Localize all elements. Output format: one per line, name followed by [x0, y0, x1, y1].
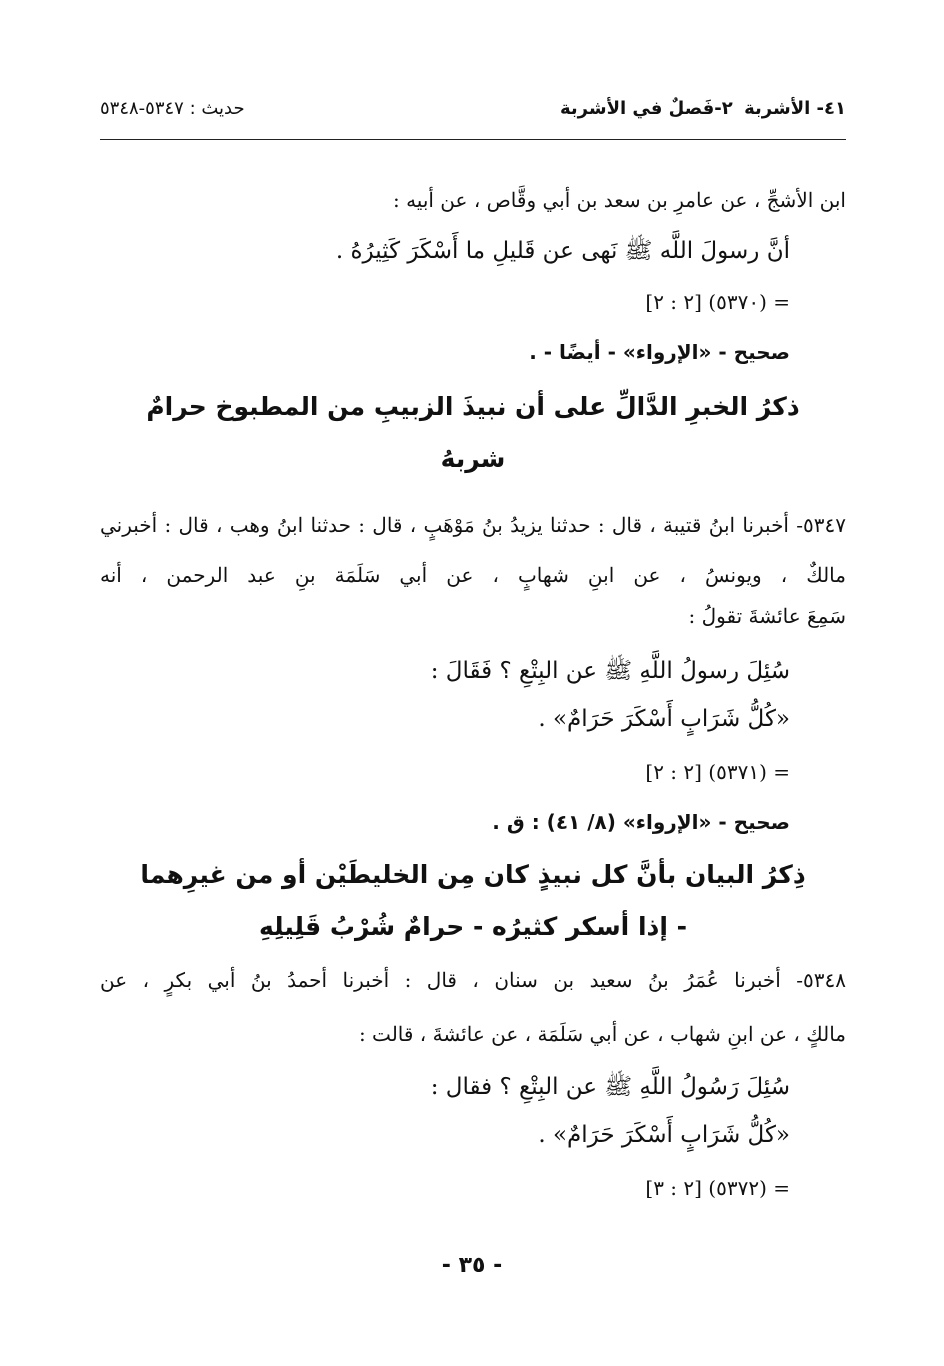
- hadith-text: أنَّ رسولَ اللَّه ﷺ نَهى عن قَليلِ ما أَسْكَرَ كَثِيرُهُ .: [335, 238, 790, 264]
- hadith-text: سُئِلَ رسولُ اللَّهِ ﷺ عن البِتْعِ ؟ فَقَالَ :: [430, 658, 790, 684]
- hadith-text: «كُلُّ شَرَابٍ أَسْكَرَ حَرَامٌ» .: [538, 1122, 790, 1148]
- header-rule: [100, 139, 846, 140]
- hadith-isnad-last-line: مالكٍ ، عن ابنِ شهاب ، عن أبي سَلَمَة ، عن عائشةَ ، قالت :: [358, 1022, 846, 1046]
- header-section: ٢-فَصلٌ في الأشربة: [560, 98, 733, 119]
- section-heading: ذِكرُ البيان بأنَّ كل نبيذٍ كان مِن الخليطَيْن أو من غيرِهما: [140, 860, 806, 889]
- hadith-text: «كُلُّ شَرَابٍ أَسْكَرَ حَرَامٌ» .: [538, 706, 790, 732]
- hadith-isnad-paragraph: ٥٣٤٨- أخبرنا عُمَرُ بنُ سعيد بن سنان ، قال : أخبرنا أحمدُ بنُ أبي بكرٍ ، عن: [100, 968, 846, 992]
- section-heading-continued: شربهُ: [440, 444, 506, 473]
- hadith-isnad-last-line: سَمِعَ عائشةَ تقولُ :: [688, 604, 846, 628]
- hadith-grading: صحيح - «الإرواء» (٨/ ٤١) : ق .: [492, 810, 790, 834]
- hadith-grading: صحيح - «الإرواء» - أيضًا - .: [529, 340, 790, 364]
- hadith-reference: = (٥٣٧١) [٢ : ٢]: [645, 760, 790, 784]
- hadith-reference: = (٥٣٧٠) [٢ : ٢]: [645, 290, 790, 314]
- isnad-continuation: ابن الأشجِّ ، عن عامرِ بن سعد بن أبي وقَّاص ، عن أبيه :: [392, 188, 846, 212]
- hadith-text: سُئِلَ رَسُولُ اللَّهِ ﷺ عن البِتْعِ ؟ فقال :: [430, 1074, 790, 1100]
- hadith-reference: = (٥٣٧٢) [٢ : ٣]: [645, 1176, 790, 1200]
- header-chapter: ٤١- الأشربة: [744, 98, 846, 119]
- header-hadith-range: حديث : ٥٣٤٧-٥٣٤٨: [100, 98, 245, 119]
- page-number: - ٣٥ -: [441, 1253, 503, 1278]
- section-heading: ذكرُ الخبرِ الدَّالِّ على أن نبيذَ الزبيبِ من المطبوخ حرامٌ: [146, 392, 800, 421]
- hadith-isnad-paragraph: ٥٣٤٧- أخبرنا ابنُ قتيبة ، قال : حدثنا يزيدُ بنُ مَوْهَبٍ ، قال : حدثنا ابنُ وهب ، قال : أخبرني مالكٌ ، ويونسُ ، عن ابنِ شهابٍ ، عن أبي سَلَمَة بنِ عبد الرحمن ، أنه: [100, 513, 846, 587]
- section-heading-continued: - إذا أسكر كثيرُه - حرامٌ شُرْبُ قَلِيلِهِ: [258, 912, 687, 941]
